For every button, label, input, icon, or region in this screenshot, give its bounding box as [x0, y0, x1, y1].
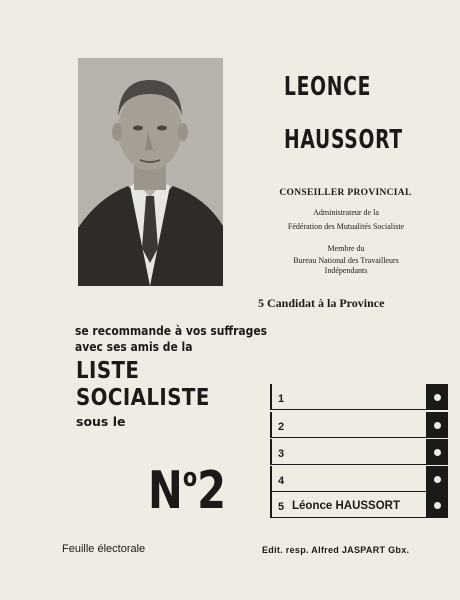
- candidate-role: CONSEILLER PROVINCIAL: [279, 188, 412, 198]
- ballot-row: [270, 439, 448, 465]
- ballot-row: [270, 412, 448, 438]
- role-line-1: Administrateur de la: [313, 208, 379, 217]
- appeal-line-1: se recommande à vos suffrages: [75, 323, 268, 338]
- ballot-row-divider: [272, 409, 426, 410]
- ballot-row-name: Léonce HAUSSORT: [292, 500, 400, 512]
- vote-dot-icon: [434, 422, 441, 429]
- ballot-row-divider: [272, 437, 426, 438]
- role-line-2: Fédération des Mutualités Socialiste: [287, 222, 405, 231]
- ballot-row-number: 1: [278, 393, 285, 405]
- ballot-row-divider: [272, 517, 426, 518]
- ballot-row-divider: [272, 464, 426, 465]
- list-name-line-1: LISTE: [76, 358, 140, 384]
- vote-dot-icon: [434, 476, 441, 483]
- ballot-row-number: 4: [278, 475, 285, 487]
- vote-dot-icon: [434, 394, 441, 401]
- candidate-portrait: [78, 58, 223, 286]
- candidate-last-name: HAUSSORT: [284, 125, 403, 155]
- ballot-row-number: 5: [278, 501, 285, 513]
- ballot-row-number: 3: [278, 448, 285, 460]
- ballot-row: [270, 466, 448, 492]
- ballot-row-number: 2: [278, 421, 285, 433]
- vote-box: [426, 439, 448, 465]
- footer-document-type: Feuille électorale: [62, 543, 146, 555]
- ballot-row: [270, 492, 448, 518]
- vote-box: [426, 384, 448, 410]
- footer-publisher: Edit. resp. Alfred JASPART Gbx.: [262, 545, 410, 555]
- candidacy-line: 5 Candidat à la Province: [258, 296, 385, 310]
- vote-box: [426, 466, 448, 492]
- vote-dot-icon: [434, 502, 441, 509]
- vote-box: [426, 412, 448, 438]
- list-number: [148, 448, 226, 521]
- under-label: sous le: [76, 414, 126, 429]
- list-name-line-2: SOCIALISTE: [76, 385, 210, 411]
- appeal-text: [75, 323, 267, 355]
- vote-dot-icon: [434, 449, 441, 456]
- vote-box: [426, 492, 448, 518]
- ballot-sample: [270, 382, 448, 518]
- role-line-4: Bureau National des Travailleurs: [293, 256, 399, 265]
- number-value: 2: [197, 461, 227, 521]
- ballot-row: [270, 384, 448, 410]
- candidate-first-name: LEONCE: [284, 72, 372, 102]
- role-line-5: Indépendants: [324, 266, 368, 275]
- appeal-line-2: avec ses amis de la: [75, 339, 193, 354]
- role-line-3: Membre du: [327, 244, 365, 253]
- number-prefix: N: [148, 461, 183, 521]
- number-superscript: o: [182, 463, 198, 493]
